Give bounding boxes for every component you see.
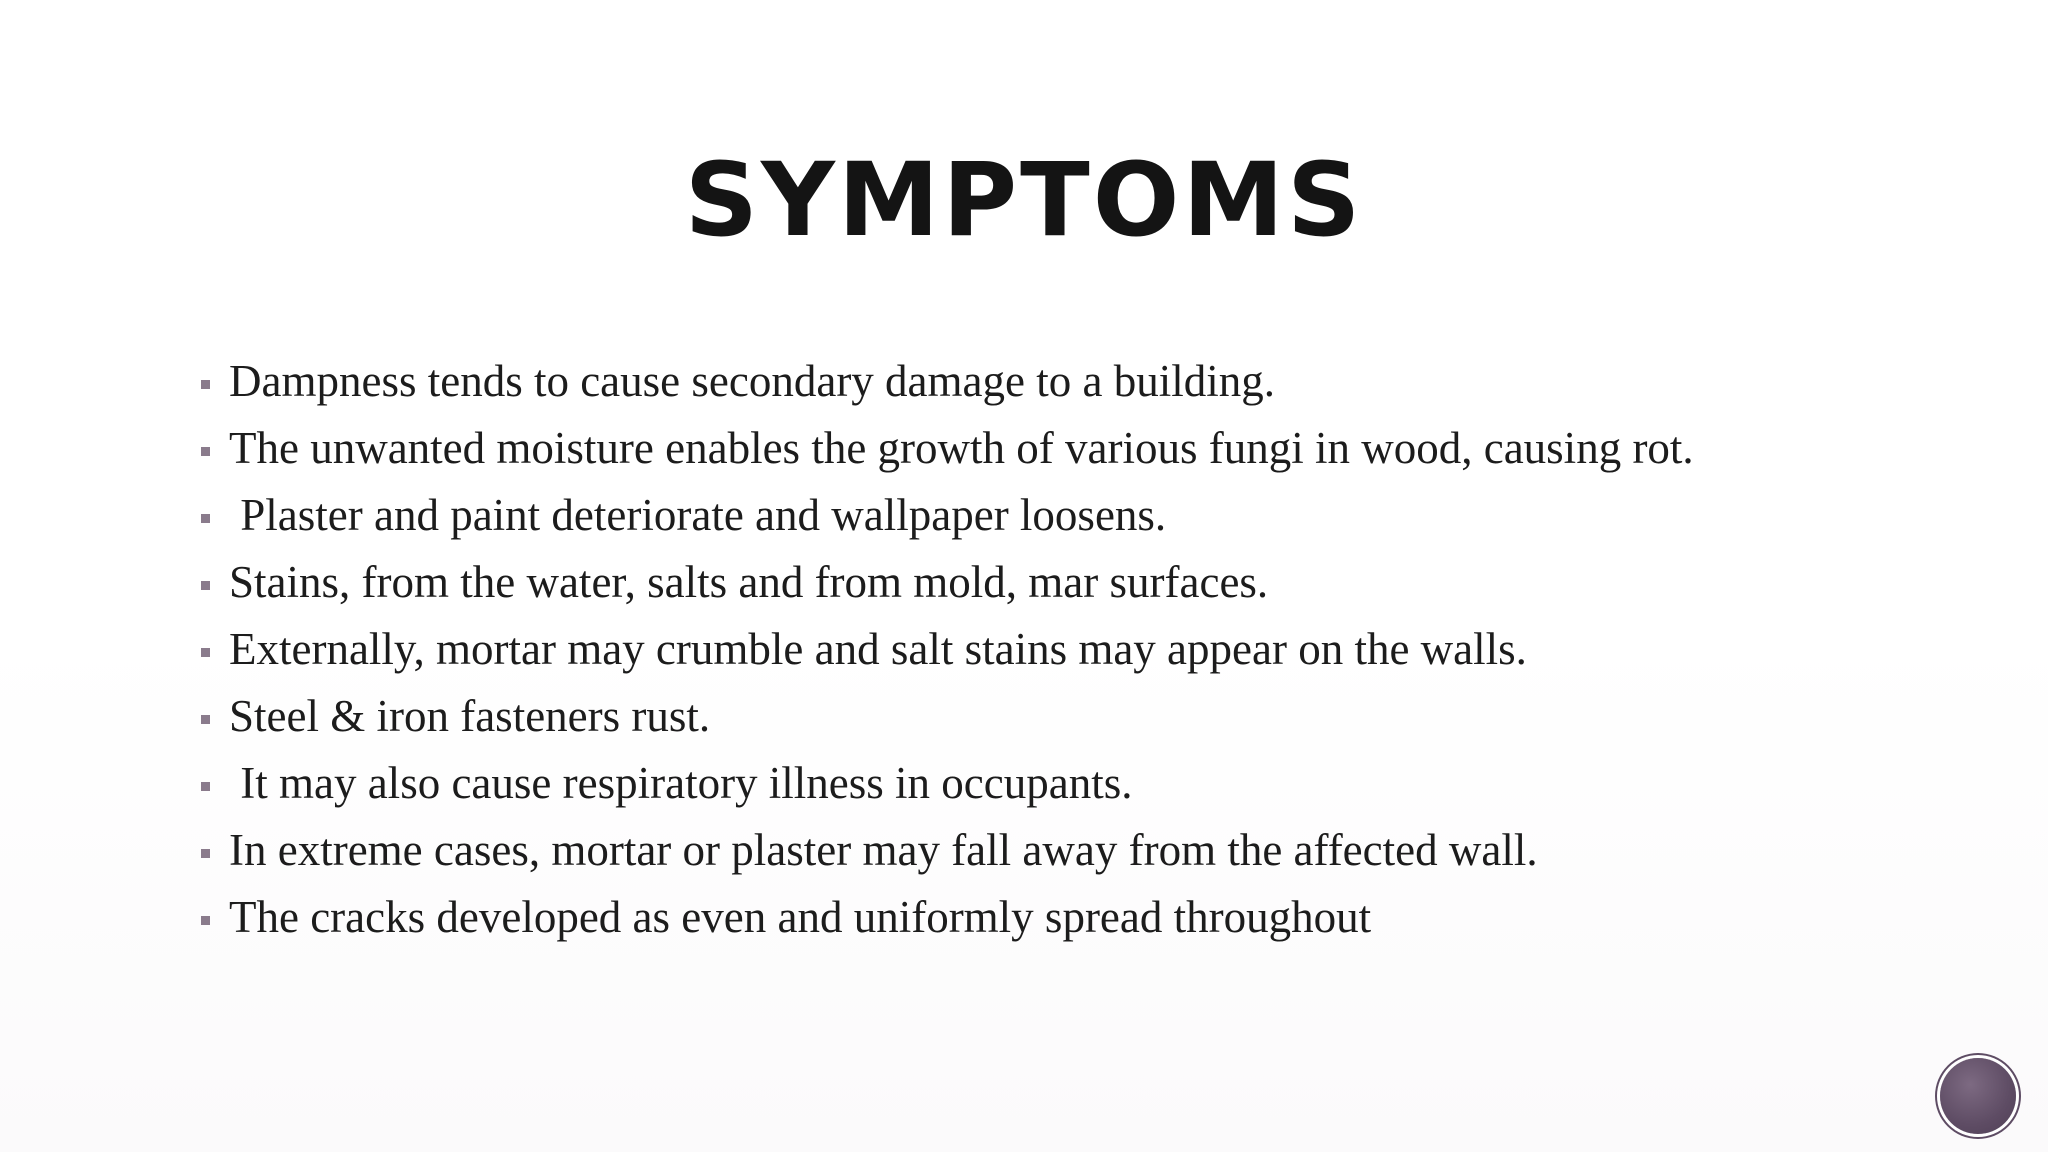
bullet-square-icon (201, 782, 210, 791)
slide-title: SYMPTOMS (684, 141, 1364, 260)
bullet-text: Dampness tends to cause secondary damage to a building. (229, 356, 1275, 406)
bullet-item (196, 758, 1896, 808)
bullet-text: Plaster and paint deteriorate and wallpaper loosens. (229, 490, 1167, 540)
bullet-item (196, 892, 1896, 942)
bullet-square-icon (201, 715, 210, 724)
bullet-square-icon (201, 447, 210, 456)
bullet-text: The cracks developed as even and uniformly spread throughout (229, 892, 1372, 942)
bullet-square-icon (201, 916, 210, 925)
bullet-text: In extreme cases, mortar or plaster may fall away from the affected wall. (229, 825, 1538, 875)
bullet-item (196, 825, 1896, 875)
bullet-list (196, 356, 1896, 963)
bullet-text: It may also cause respiratory illness in occupants. (229, 758, 1133, 808)
bullet-item (196, 423, 1896, 473)
bullet-square-icon (201, 514, 210, 523)
bullet-item (196, 356, 1896, 406)
bullet-text: Steel & iron fasteners rust. (229, 691, 711, 741)
bullet-square-icon (201, 380, 210, 389)
bullet-text: The unwanted moisture enables the growth of various fungi in wood, causing rot. (229, 423, 1694, 473)
circle-navigation-icon[interactable] (1940, 1058, 2016, 1134)
bullet-square-icon (201, 849, 210, 858)
bullet-square-icon (201, 581, 210, 590)
bullet-square-icon (201, 648, 210, 657)
bullet-item (196, 691, 1896, 741)
bullet-text: Externally, mortar may crumble and salt stains may appear on the walls. (229, 624, 1527, 674)
bullet-item (196, 490, 1896, 540)
bullet-text: Stains, from the water, salts and from mold, mar surfaces. (229, 557, 1269, 607)
bullet-item (196, 557, 1896, 607)
bullet-item (196, 624, 1896, 674)
